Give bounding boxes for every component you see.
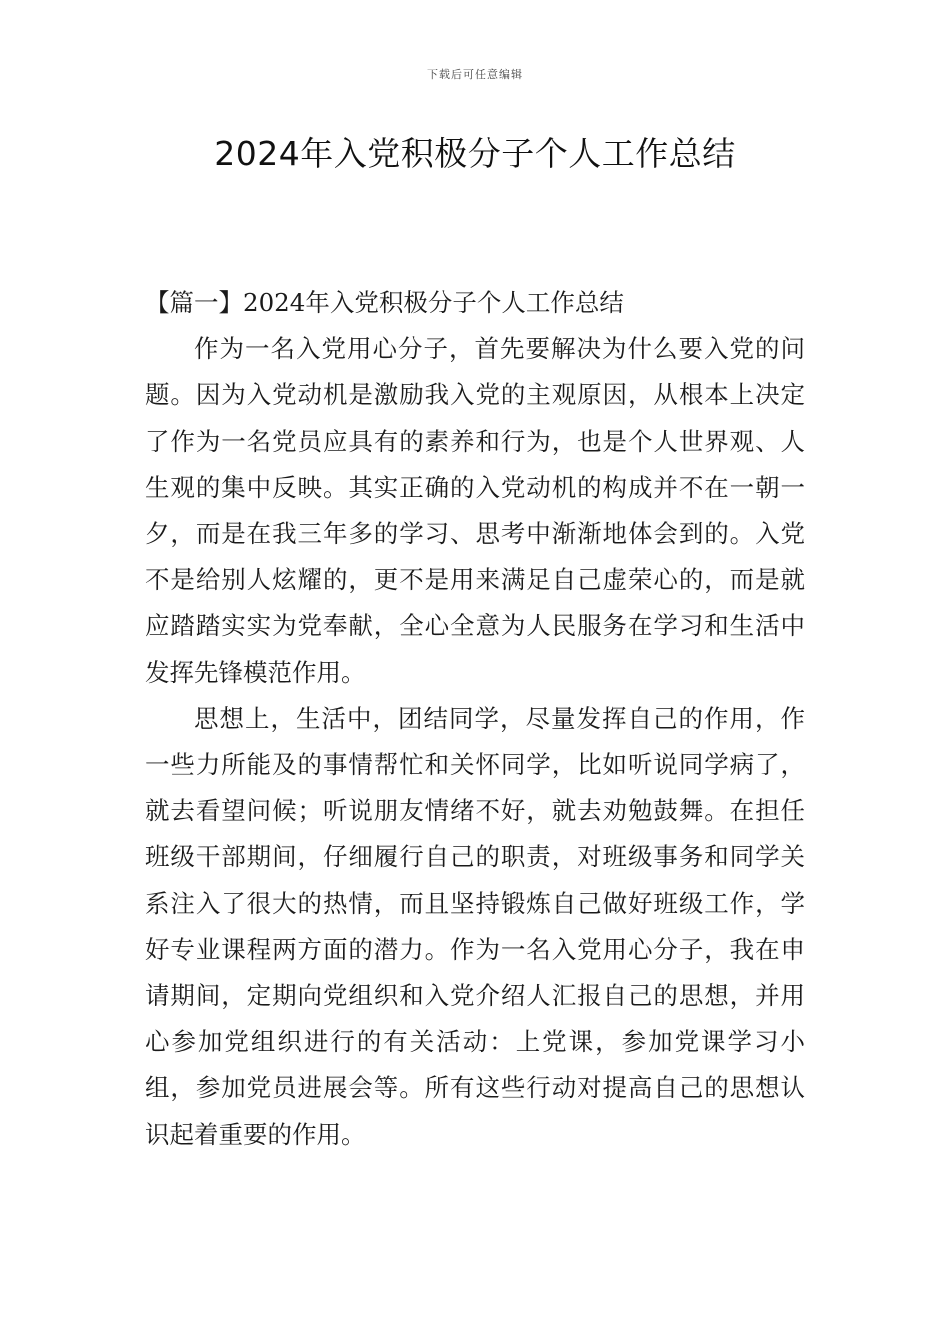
- document-title: 2024年入党积极分子个人工作总结: [214, 134, 736, 173]
- section-heading: 【篇一】2024年入党积极分子个人工作总结: [145, 288, 624, 317]
- paragraph-2: 思想上，生活中，团结同学，尽量发挥自己的作用，作一些力所能及的事情帮忙和关怀同学，比如听说同学病了，就去看望问候；听说朋友情绪不好，就去劝勉鼓舞。在担任班级干部期间，仔细履行自己的职责，对班级事务和同学关系注入了很大的热情，而且坚持锻炼自己做好班级工作，学好专业课程两方面的潜力。作为一名入党用心分子，我在申请期间，定期向党组织和入党介绍人汇报自己的思想，并用心参加党组织进行的有关活动：上党课，参加党课学习小组，参加党员进展会等。所有这些行动对提高自己的思想认识起着重要的作用。: [145, 703, 805, 1149]
- paragraph-1: 作为一名入党用心分子，首先要解决为什么要入党的问题。因为入党动机是激励我入党的主观原因，从根本上决定了作为一名党员应具有的素养和行为，也是个人世界观、人生观的集中反映。其实正确的入党动机的构成并不在一朝一夕，而是在我三年多的学习、思考中渐渐地体会到的。入党不是给别人炫耀的，更不是用来满足自己虚荣心的，而是就应踏踏实实为党奉献，全心全意为人民服务在学习和生活中发挥先锋模范作用。: [145, 334, 805, 687]
- header-note: 下载后可任意编辑: [427, 68, 523, 81]
- document-body: [145, 280, 805, 1158]
